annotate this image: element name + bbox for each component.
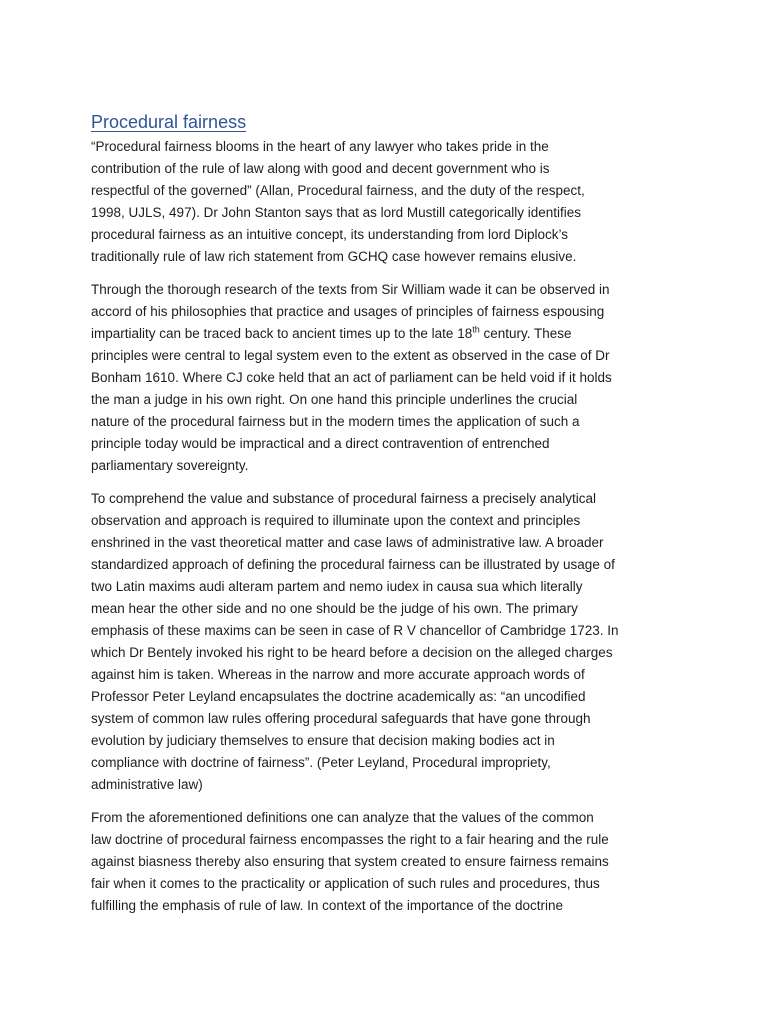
text-line: against biasness thereby also ensuring that system created to ensure fairness remains [91, 854, 609, 869]
text-line: enshrined in the vast theoretical matter and case laws of administrative law. A broader [91, 535, 604, 550]
text-line: mean hear the other side and no one should be the judge of his own. The primary [91, 601, 578, 616]
text-segment: century. These [479, 326, 572, 341]
text-line: emphasis of these maxims can be seen in case of R V chancellor of Cambridge 1723. In [91, 623, 619, 638]
text-line: against him is taken. Whereas in the narrow and more accurate approach words of [91, 667, 585, 682]
text-line [91, 323, 685, 345]
text-line: “Procedural fairness blooms in the heart of any lawyer who takes pride in the [91, 139, 549, 154]
text-line: Bonham 1610. Where CJ coke held that an act of parliament can be held void if it holds [91, 370, 612, 385]
text-line: 1998, UJLS, 497). Dr John Stanton says that as lord Mustill categorically identifies [91, 205, 581, 220]
text-line: contribution of the rule of law along with good and decent government who is [91, 161, 550, 176]
paragraph-container [91, 136, 685, 917]
text-line: law doctrine of procedural fairness encompasses the right to a fair hearing and the rule [91, 832, 609, 847]
text-line: evolution by judiciary themselves to ensure that decision making bodies act in [91, 733, 555, 748]
text-line: observation and approach is required to illuminate upon the context and principles [91, 513, 581, 528]
paragraph-2 [91, 279, 685, 477]
text-line: fulfilling the emphasis of rule of law. In context of the importance of the doctrine [91, 898, 564, 913]
text-line: system of common law rules offering procedural safeguards that have gone through [91, 711, 591, 726]
paragraph-3 [91, 488, 685, 796]
text-line: compliance with doctrine of fairness”. (Peter Leyland, Procedural impropriety, [91, 755, 551, 770]
text-line: the man a judge in his own right. On one hand this principle underlines the crucial [91, 392, 578, 407]
text-line: Through the thorough research of the texts from Sir William wade it can be observed in [91, 282, 610, 297]
text-line: fair when it comes to the practicality or application of such rules and procedures, thus [91, 876, 600, 891]
text-segment: impartiality can be traced back to ancient times up to the late 18 [91, 326, 473, 341]
text-line: procedural fairness as an intuitive concept, its understanding from lord Diplock’s [91, 227, 568, 242]
text-line: accord of his philosophies that practice and usages of principles of fairness espousing [91, 304, 605, 319]
text-line: standardized approach of defining the procedural fairness can be illustrated by usage of [91, 557, 615, 572]
text-line: which Dr Bentely invoked his right to be heard before a decision on the alleged charges [91, 645, 613, 660]
paragraph-1 [91, 136, 685, 268]
text-line: administrative law) [91, 777, 203, 792]
page-title: Procedural fairness [91, 112, 247, 132]
text-line: principles were central to legal system even to the extent as observed in the case of Dr [91, 348, 610, 363]
text-line: To comprehend the value and substance of procedural fairness a precisely analytical [91, 491, 597, 506]
text-line: parliamentary sovereignty. [91, 458, 249, 473]
paragraph-4 [91, 807, 685, 917]
text-line: two Latin maxims audi alteram partem and nemo iudex in causa sua which literally [91, 579, 583, 594]
text-line: traditionally rule of law rich statement from GCHQ case however remains elusive. [91, 249, 577, 264]
text-line: Professor Peter Leyland encapsulates the doctrine academically as: “an uncodified [91, 689, 586, 704]
text-line: principle today would be impractical and a direct contravention of entrenched [91, 436, 550, 451]
superscript: th [472, 324, 480, 335]
text-line: nature of the procedural fairness but in the modern times the application of such a [91, 414, 580, 429]
text-line: respectful of the governed” (Allan, Procedural fairness, and the duty of the respect, [91, 183, 585, 198]
text-line: From the aforementioned definitions one can analyze that the values of the common [91, 810, 594, 825]
document-body [91, 108, 685, 928]
